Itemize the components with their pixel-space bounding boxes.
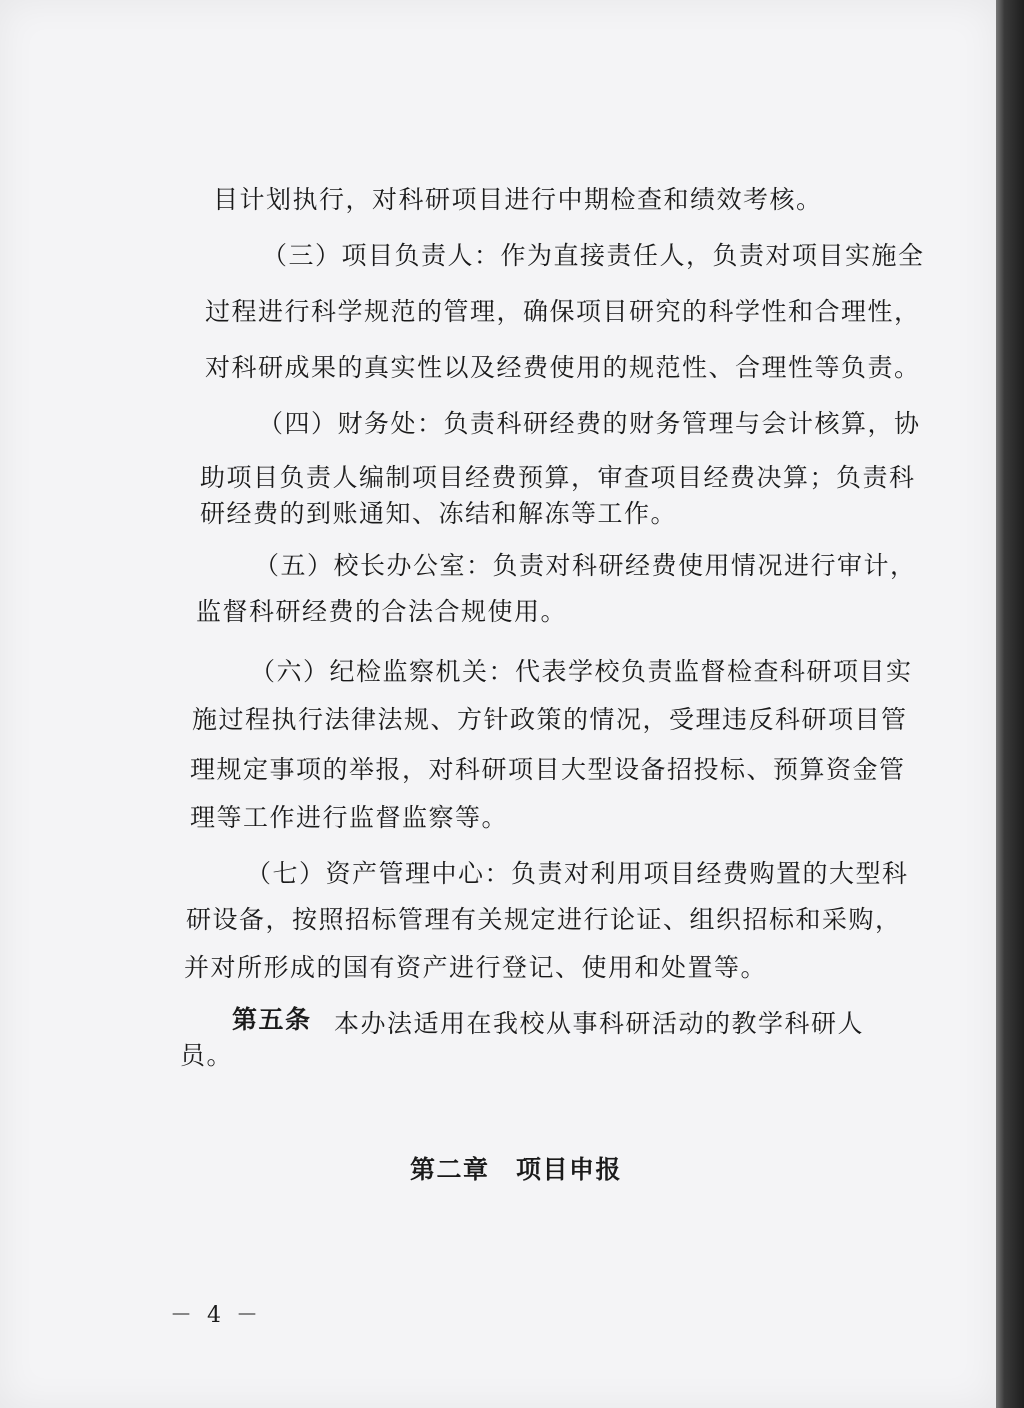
text-line-12: 理规定事项的举报，对科研项目大型设备招投标、预算资金管: [190, 755, 906, 784]
text-line-3: 过程进行科学规范的管理，确保项目研究的科学性和合理性，: [205, 297, 921, 326]
chapter-heading: 第二章 项目申报: [410, 1155, 623, 1184]
text-line-4: 对科研成果的真实性以及经费使用的规范性、合理性等负责。: [205, 353, 921, 382]
text-line-11: 施过程执行法律法规、方针政策的情况，受理违反科研项目管: [192, 705, 908, 734]
text-line-6: 助项目负责人编制项目经费预算，审查项目经费决算；负责科: [200, 463, 916, 492]
page-number: － 4 －: [170, 1303, 262, 1328]
text-line-8: （五）校长办公室：负责对科研经费使用情况进行审计，: [254, 551, 917, 580]
article-5-continuation: 员。: [180, 1041, 234, 1070]
scan-edge-shadow: [996, 0, 1024, 1408]
text-line-13: 理等工作进行监督监察等。: [190, 803, 509, 832]
text-line-9: 监督科研经费的合法合规使用。: [196, 597, 568, 626]
text-line-15: 研设备，按照招标管理有关规定进行论证、组织招标和采购，: [186, 905, 902, 934]
text-line-1: 目计划执行，对科研项目进行中期检查和绩效考核。: [213, 185, 823, 214]
article-5-label: 第五条: [232, 1005, 312, 1034]
text-line-16: 并对所形成的国有资产进行登记、使用和处置等。: [184, 953, 768, 982]
text-line-2: （三）项目负责人：作为直接责任人，负责对项目实施全: [262, 241, 925, 270]
text-line-10: （六）纪检监察机关：代表学校负责监督检查科研项目实: [250, 657, 913, 686]
article-5-text: 本办法适用在我校从事科研活动的教学科研人: [334, 1009, 865, 1038]
text-line-5: （四）财务处：负责科研经费的财务管理与会计核算，协: [258, 409, 921, 438]
text-line-7: 研经费的到账通知、冻结和解冻等工作。: [200, 499, 678, 528]
text-line-14: （七）资产管理中心：负责对利用项目经费购置的大型科: [246, 859, 909, 888]
